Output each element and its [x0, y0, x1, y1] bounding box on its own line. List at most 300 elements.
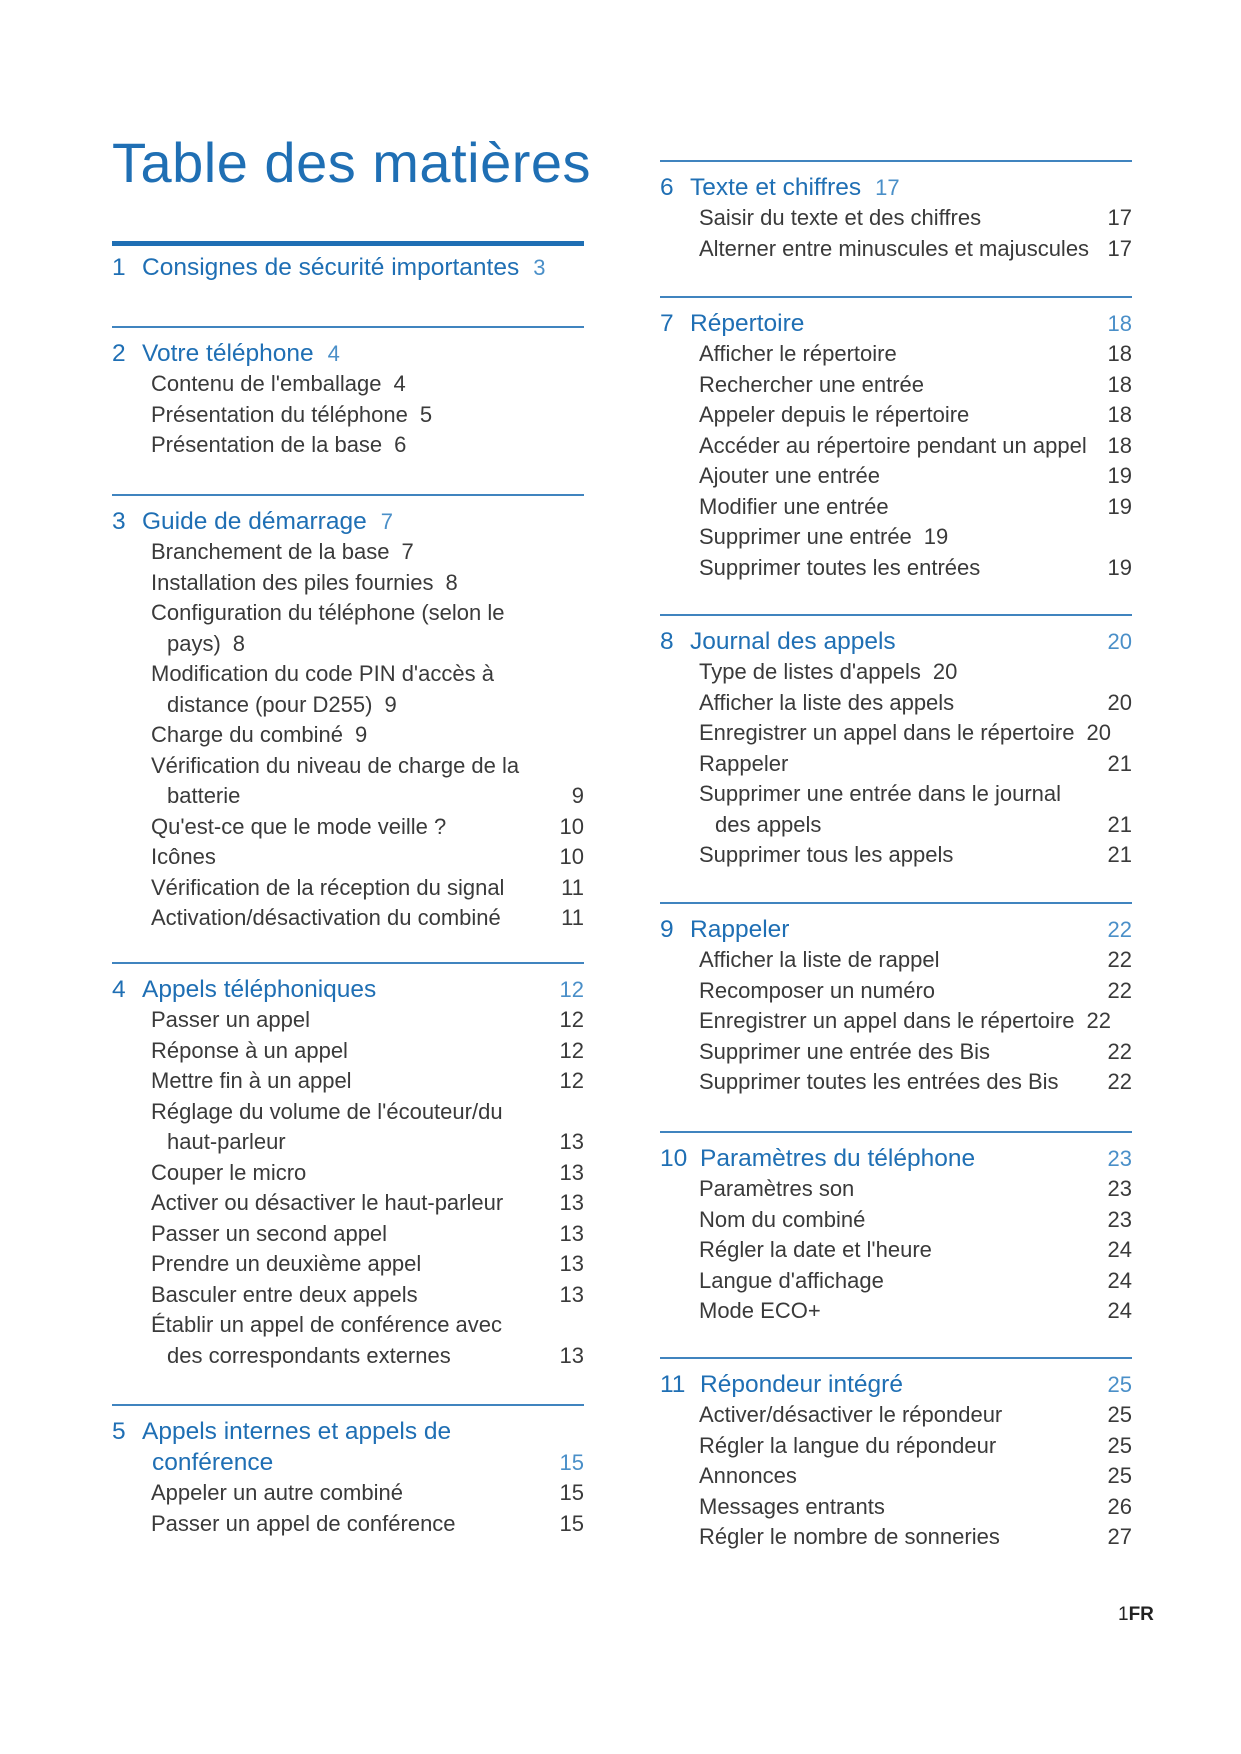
entry-page-number: 19: [1107, 554, 1132, 580]
entry-label: Régler le nombre de sonneries: [699, 1524, 1000, 1549]
toc-section: [660, 902, 1132, 1098]
section-page-number: 17: [875, 175, 900, 200]
toc-entry[interactable]: [660, 339, 1132, 370]
section-heading-label: [660, 626, 896, 657]
entry-text: [151, 1249, 558, 1280]
section-divider: [660, 296, 1132, 298]
section-heading-label: [660, 308, 804, 339]
section-heading[interactable]: [660, 1143, 1132, 1174]
section-title: Votre téléphone: [142, 340, 314, 367]
entry-text: [699, 749, 1106, 780]
toc-entry[interactable]: [660, 1235, 1132, 1266]
entry-text: [151, 1036, 558, 1067]
section-heading[interactable]: [112, 1416, 584, 1478]
entry-page-number: 24: [1107, 1298, 1132, 1323]
entry-label: Modifier une entrée: [699, 493, 889, 519]
entry-list: [112, 537, 584, 934]
entry-text: [151, 1005, 558, 1036]
entry-label: Réglage du volume de l'écouteur/du: [151, 1098, 503, 1124]
entry-text: [699, 553, 1106, 584]
toc-entry[interactable]: [112, 751, 584, 812]
entry-label: Vérification du niveau de charge de la: [151, 752, 520, 778]
entry-page-number: 23: [1107, 1206, 1132, 1232]
toc-entry[interactable]: [660, 522, 1132, 553]
entry-page-number: 26: [1107, 1493, 1132, 1519]
entry-text: [151, 751, 558, 812]
toc-entry[interactable]: [660, 779, 1132, 840]
section-heading-label: [660, 172, 900, 203]
entry-page-number: 25: [1107, 1432, 1132, 1458]
entry-label: Afficher la liste des appels: [699, 689, 955, 715]
section-heading[interactable]: [660, 914, 1132, 945]
section-divider: [660, 1131, 1132, 1133]
entry-label: Basculer entre deux appels: [151, 1281, 418, 1307]
entry-label: Langue d'affichage: [699, 1267, 884, 1293]
toc-entry[interactable]: [660, 1461, 1132, 1492]
section-page-number: 12: [559, 977, 584, 1002]
entry-page-number: 12: [559, 1068, 584, 1093]
toc-entry[interactable]: [112, 1219, 584, 1250]
entry-text: [699, 339, 1106, 370]
section-divider: [660, 902, 1132, 904]
section-heading-line: [660, 1143, 975, 1174]
toc-entry[interactable]: [660, 657, 1132, 688]
section-number: 2: [112, 340, 126, 367]
page-title: Table des matières: [112, 131, 592, 194]
entry-label: Appeler depuis le répertoire: [699, 402, 970, 427]
toc-entry[interactable]: [660, 1067, 1132, 1098]
entry-page-number: 24: [1107, 1267, 1132, 1293]
entry-page-number: 25: [1107, 1402, 1132, 1427]
entry-text: [699, 688, 1106, 719]
entry-page-number: 10: [559, 844, 584, 869]
entry-text: [699, 657, 1132, 688]
entry-text: [699, 522, 1132, 553]
toc-entry[interactable]: [660, 1037, 1132, 1068]
toc-section: [660, 1131, 1132, 1327]
entry-label: Branchement de la base: [151, 539, 390, 564]
section-title: Journal des appels: [690, 628, 896, 655]
entry-page-number: 18: [1107, 371, 1132, 397]
entry-page-number: 7: [401, 539, 414, 564]
entry-label: Prendre un deuxième appel: [151, 1251, 422, 1276]
page-number: 1: [1118, 1604, 1129, 1625]
toc-entry[interactable]: [112, 1280, 584, 1311]
entry-text: [151, 369, 584, 400]
section-heading[interactable]: [112, 338, 584, 369]
section-divider: [660, 614, 1132, 616]
section-page-number: 23: [1107, 1146, 1132, 1171]
section-heading[interactable]: [660, 308, 1132, 339]
entry-label-line2: haut-parleur: [167, 1129, 286, 1154]
section-number: 7: [660, 310, 674, 337]
toc-entry[interactable]: [112, 1097, 584, 1158]
entry-text: [699, 1266, 1106, 1297]
entry-text: [699, 1522, 1106, 1553]
toc-entry[interactable]: [112, 842, 584, 873]
entry-page-number: 13: [559, 1129, 584, 1154]
entry-label: Paramètres son: [699, 1176, 855, 1201]
entry-page-number: 20: [1107, 689, 1132, 715]
entry-list: [660, 203, 1132, 264]
section-heading-label: [112, 338, 340, 369]
toc-entry[interactable]: [660, 749, 1132, 780]
entry-label: Messages entrants: [699, 1493, 885, 1519]
entry-page-number: 18: [1107, 341, 1132, 366]
entry-label: Afficher la liste de rappel: [699, 947, 940, 972]
entry-page-number: 13: [559, 1281, 584, 1307]
section-number: 5: [112, 1418, 126, 1445]
entry-list: [660, 339, 1132, 583]
entry-label: Type de listes d'appels: [699, 659, 921, 684]
entry-label: Annonces: [699, 1463, 797, 1488]
entry-label-continued: [151, 690, 584, 721]
toc-entry[interactable]: [660, 1400, 1132, 1431]
section-heading-line: [660, 172, 900, 203]
entry-text: [699, 1431, 1106, 1462]
entry-text: [699, 234, 1106, 265]
entry-label: Établir un appel de conférence avec: [151, 1312, 503, 1337]
toc-section: [112, 962, 584, 1371]
section-heading-label: [660, 914, 789, 945]
entry-page-number: 22: [1086, 1008, 1111, 1033]
entry-text: [699, 1205, 1106, 1236]
entry-page-number: 5: [419, 401, 433, 427]
entry-page-number: 27: [1107, 1524, 1132, 1549]
entry-text: [699, 1174, 1106, 1205]
toc-entry[interactable]: [660, 553, 1132, 584]
entry-text: [151, 400, 584, 431]
toc-entry[interactable]: [660, 234, 1132, 265]
entry-text: [699, 431, 1106, 462]
section-heading-line: [112, 506, 393, 537]
section-heading-line: [660, 1369, 903, 1400]
entry-label: Ajouter une entrée: [699, 463, 881, 488]
section-divider: [112, 326, 584, 328]
section-title: Consignes de sécurité importantes: [142, 254, 520, 281]
title-rule: [112, 241, 584, 246]
section-number: 4: [112, 976, 126, 1003]
toc-entry[interactable]: [660, 1266, 1132, 1297]
section-title-continued: conférence: [152, 1449, 274, 1476]
toc-entry[interactable]: [660, 370, 1132, 401]
entry-text: [151, 812, 558, 843]
entry-text: [699, 1006, 1132, 1037]
section-heading-label: [112, 506, 393, 537]
entry-page-number: 19: [1107, 463, 1132, 488]
section-title: Paramètres du téléphone: [700, 1145, 976, 1172]
section-heading[interactable]: [660, 626, 1132, 657]
toc-entry[interactable]: [112, 400, 584, 431]
entry-label-continued: [151, 781, 558, 812]
entry-list: [660, 657, 1132, 871]
toc-section: [112, 1404, 584, 1539]
toc-entry[interactable]: [112, 1066, 584, 1097]
toc-entry[interactable]: [112, 903, 584, 934]
section-heading-label: [112, 974, 376, 1005]
entry-list: [112, 1005, 584, 1371]
toc-section: [660, 614, 1132, 871]
entry-text: [151, 659, 584, 720]
entry-text: [151, 873, 558, 904]
toc-entry[interactable]: [112, 1509, 584, 1540]
entry-label-line2: distance (pour D255): [167, 691, 373, 717]
entry-page-number: 21: [1107, 842, 1132, 867]
toc-entry[interactable]: [112, 873, 584, 904]
toc-entry[interactable]: [112, 659, 584, 720]
section-page-number: 3: [533, 255, 546, 280]
section-title: Appels internes et appels de: [142, 1418, 452, 1445]
toc-entry[interactable]: [660, 945, 1132, 976]
entry-list: [112, 1478, 584, 1539]
entry-label: Charge du combiné: [151, 722, 344, 747]
entry-page-number: 13: [559, 1220, 584, 1246]
entry-text: [699, 400, 1106, 431]
entry-label: Icônes: [151, 844, 216, 869]
section-heading-line: [112, 974, 376, 1005]
toc-entry[interactable]: [660, 1431, 1132, 1462]
section-number: 1: [112, 254, 126, 281]
section-number: 10: [660, 1145, 688, 1172]
section-heading-line: [112, 1416, 451, 1447]
entry-text: [699, 203, 1106, 234]
section-divider: [112, 962, 584, 964]
section-heading-line: [112, 338, 340, 369]
entry-label: Rappeler: [699, 750, 789, 776]
toc-entry[interactable]: [660, 718, 1132, 749]
section-title: Rappeler: [690, 916, 790, 943]
section-heading[interactable]: [660, 1369, 1132, 1400]
entry-label: Enregistrer un appel dans le répertoire: [699, 1008, 1075, 1033]
toc-section: [660, 160, 1132, 264]
toc-entry[interactable]: [112, 1249, 584, 1280]
section-heading-line: [112, 252, 545, 283]
toc-entry[interactable]: [660, 1492, 1132, 1523]
entry-text: [151, 598, 584, 659]
entry-page-number: 22: [1107, 1038, 1132, 1064]
entry-page-number: 11: [561, 905, 584, 930]
entry-page-number: 17: [1107, 205, 1132, 230]
entry-text: [699, 779, 1106, 840]
entry-page-number: 10: [559, 813, 584, 839]
toc-entry[interactable]: [660, 1174, 1132, 1205]
toc-entry[interactable]: [660, 400, 1132, 431]
entry-text: [151, 842, 558, 873]
entry-text: [151, 903, 558, 934]
entry-page-number: 20: [932, 659, 958, 684]
entry-label: Régler la langue du répondeur: [699, 1432, 997, 1458]
toc-entry[interactable]: [112, 812, 584, 843]
toc-entry[interactable]: [112, 1478, 584, 1509]
toc-section: [660, 1357, 1132, 1553]
language-code: FR: [1128, 1604, 1154, 1625]
section-title: Répertoire: [690, 310, 805, 337]
entry-label: Recomposer un numéro: [699, 977, 936, 1003]
section-page-number: 7: [380, 509, 393, 534]
toc-entry[interactable]: [112, 598, 584, 659]
section-number: 9: [660, 916, 674, 943]
entry-text: [699, 370, 1106, 401]
section-number: 6: [660, 174, 674, 201]
toc-entry[interactable]: [660, 1205, 1132, 1236]
toc-entry[interactable]: [112, 1158, 584, 1189]
entry-page-number: 24: [1107, 1237, 1132, 1262]
entry-label: Installation des piles fournies: [151, 569, 434, 595]
entry-label: Afficher le répertoire: [699, 341, 897, 366]
section-heading-label: [112, 1416, 451, 1478]
entry-text: [151, 568, 584, 599]
entry-label: Passer un appel de conférence: [151, 1510, 456, 1536]
entry-text: [151, 720, 584, 751]
entry-text: [151, 1188, 558, 1219]
entry-label: Passer un appel: [151, 1007, 310, 1032]
entry-label: Rechercher une entrée: [699, 371, 925, 397]
toc-entry[interactable]: [660, 492, 1132, 523]
entry-page-number: 13: [559, 1159, 584, 1185]
toc-entry[interactable]: [660, 203, 1132, 234]
section-heading[interactable]: [112, 506, 584, 537]
section-heading-line: [660, 308, 804, 339]
toc-section: [112, 326, 584, 461]
entry-label: Vérification de la réception du signal: [151, 874, 505, 900]
entry-label: Contenu de l'emballage: [151, 371, 382, 396]
section-heading-label: [112, 252, 545, 283]
entry-label: Supprimer une entrée dans le journal: [699, 781, 1062, 806]
section-page-number: 22: [1107, 917, 1132, 942]
entry-label: Présentation de la base: [151, 432, 383, 457]
entry-text: [699, 718, 1132, 749]
entry-page-number: 18: [1107, 402, 1132, 427]
entry-label: Régler la date et l'heure: [699, 1237, 932, 1262]
toc-entry[interactable]: [112, 720, 584, 751]
toc-section: [112, 494, 584, 934]
entry-label: Supprimer une entrée des Bis: [699, 1038, 991, 1064]
entry-label: Réponse à un appel: [151, 1037, 348, 1063]
entry-page-number: 9: [571, 783, 584, 808]
section-heading-label: [660, 1369, 903, 1400]
entry-text: [699, 1235, 1106, 1266]
entry-page-number: 25: [1107, 1463, 1132, 1488]
entry-page-number: 12: [559, 1037, 584, 1063]
entry-label: Configuration du téléphone (selon le: [151, 600, 505, 625]
section-number: 3: [112, 508, 126, 535]
toc-section: [112, 252, 584, 283]
toc-entry[interactable]: [112, 537, 584, 568]
entry-label: Supprimer une entrée: [699, 524, 912, 549]
toc-entry[interactable]: [660, 1006, 1132, 1037]
entry-page-number: 23: [1107, 1176, 1132, 1201]
toc-entry[interactable]: [112, 1036, 584, 1067]
toc-entry[interactable]: [112, 369, 584, 400]
entry-page-number: 8: [445, 569, 458, 595]
entry-page-number: 19: [1107, 493, 1132, 519]
entry-text: [699, 1067, 1106, 1098]
entry-page-number: 11: [561, 874, 584, 900]
entry-text: [151, 1478, 558, 1509]
entry-page-number: 12: [559, 1007, 584, 1032]
toc-entry[interactable]: [660, 461, 1132, 492]
entry-text: [699, 1400, 1106, 1431]
entry-page-number: 9: [355, 722, 368, 747]
entry-label-continued: [699, 810, 1106, 841]
entry-text: [151, 1280, 558, 1311]
entry-label: Mode ECO+: [699, 1298, 821, 1323]
section-heading-label: [660, 1143, 975, 1174]
toc-entry[interactable]: [112, 430, 584, 461]
entry-label: Supprimer toutes les entrées des Bis: [699, 1069, 1059, 1094]
section-divider: [660, 160, 1132, 162]
entry-label: Qu'est-ce que le mode veille ?: [151, 813, 447, 839]
entry-label-line2: des correspondants externes: [167, 1342, 451, 1368]
entry-label: Accéder au répertoire pendant un appel: [699, 432, 1087, 458]
entry-label: Modification du code PIN d'accès à: [151, 661, 494, 686]
entry-list: [660, 1400, 1132, 1553]
entry-label: Activation/désactivation du combiné: [151, 905, 501, 930]
entry-page-number: 15: [559, 1510, 584, 1536]
section-title: Répondeur intégré: [700, 1371, 903, 1398]
toc-entry[interactable]: [660, 1296, 1132, 1327]
entry-page-number: 9: [384, 691, 397, 717]
entry-label: Présentation du téléphone: [151, 401, 408, 427]
entry-page-number: 22: [1107, 977, 1132, 1003]
entry-page-number: 22: [1107, 1069, 1132, 1094]
entry-label: Saisir du texte et des chiffres: [699, 205, 982, 230]
entry-label: Couper le micro: [151, 1159, 307, 1185]
section-divider: [112, 1404, 584, 1406]
section-heading[interactable]: [112, 974, 584, 1005]
section-heading[interactable]: [112, 252, 584, 283]
entry-page-number: 8: [232, 630, 246, 656]
section-page-number: 25: [1107, 1372, 1132, 1397]
toc-entry[interactable]: [112, 568, 584, 599]
entry-text: [151, 430, 584, 461]
section-divider: [112, 494, 584, 496]
section-heading[interactable]: [660, 172, 1132, 203]
entry-label: Activer/désactiver le répondeur: [699, 1402, 1003, 1427]
toc-entry[interactable]: [660, 976, 1132, 1007]
section-title: Texte et chiffres: [690, 174, 862, 201]
entry-page-number: 19: [923, 524, 949, 549]
entry-label-line2: batterie: [167, 783, 241, 808]
entry-text: [151, 1158, 558, 1189]
section-page-number: 15: [559, 1450, 584, 1475]
toc-entry[interactable]: [112, 1005, 584, 1036]
toc-entry[interactable]: [660, 688, 1132, 719]
entry-page-number: 13: [559, 1190, 584, 1215]
entry-text: [151, 1097, 558, 1158]
section-divider: [660, 1357, 1132, 1359]
toc-entry[interactable]: [660, 1522, 1132, 1553]
entry-list: [660, 1174, 1132, 1327]
entry-page-number: 22: [1107, 947, 1132, 972]
entry-page-number: 17: [1107, 235, 1132, 261]
toc-entry[interactable]: [112, 1188, 584, 1219]
entry-list: [660, 945, 1132, 1098]
toc-entry[interactable]: [660, 431, 1132, 462]
section-number: 8: [660, 628, 674, 655]
entry-page-number: 15: [559, 1480, 584, 1505]
section-heading-line: [660, 626, 896, 657]
entry-text: [699, 492, 1106, 523]
entry-page-number: 13: [559, 1251, 584, 1276]
toc-entry[interactable]: [660, 840, 1132, 871]
entry-label-continued: [151, 1341, 558, 1372]
toc-entry[interactable]: [112, 1310, 584, 1371]
entry-text: [699, 840, 1106, 871]
entry-page-number: 21: [1107, 811, 1132, 837]
entry-text: [699, 1037, 1106, 1068]
entry-label: Alterner entre minuscules et majuscules: [699, 235, 1090, 261]
